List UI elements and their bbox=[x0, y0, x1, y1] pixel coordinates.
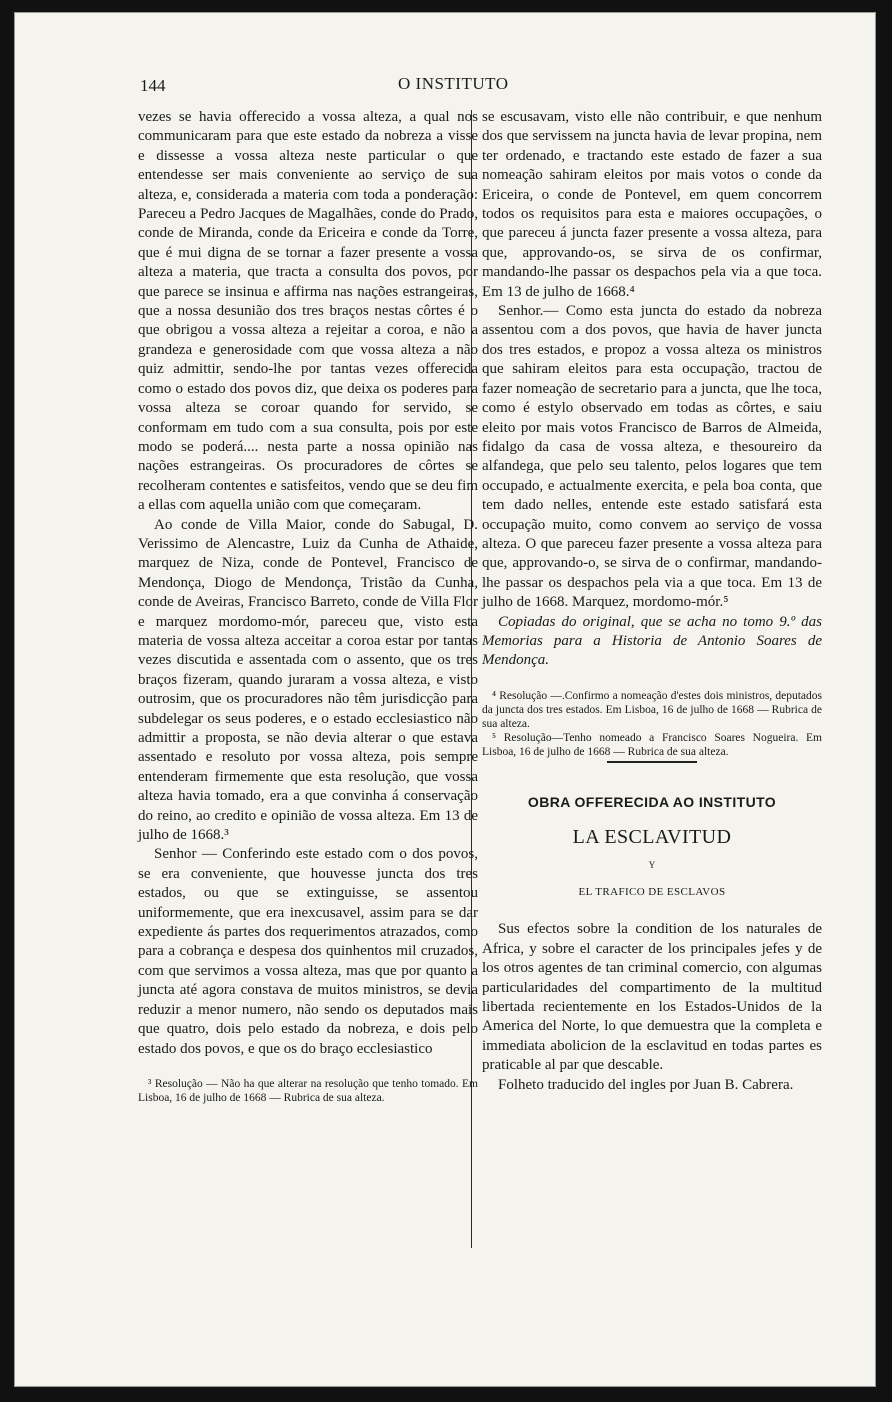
paragraph: vezes se havia offerecido a vossa alteza, a qual nos communicaram para que este estado da nobreza a visse e dissesse a vossa alteza neste particular o que entendesse ser mais conveniente ao serviço de sua alteza, e, considerada a materia com toda a ponderação: Pareceu a Pedro Jacques de Magalhães, conde do Prado, conde de Miranda, conde da Ericeira e conde da Torre, que é mui digna de se tornar a fazer presente a vossa alteza a materia, que tracta a consulta dos povos, por que parece se insinua e affirma nas nações estrangeiras, que a nossa desunião dos tres braços nestas côrtes é o que obrigou a vossa alteza a rejeitar a coroa, e não a grandeza e generosidade com que vossa alteza a não quiz admittir, sendo-lhe por tantas vezes offerecida como o estado dos povos diz, que deixa os poderes para vossa alteza se coroar quando for servido, se conformam em tudo com a sua consulta, pois por este modo se poderá.... nesta parte a nossa opinião nas nações estrangeiras. Os procuradores de côrtes se recolheram contentes e satisfeitos, vendo que se deu fim a ellas com aquella união com que começaram. bbox=[138, 109, 478, 514]
page-number: 144 bbox=[140, 76, 166, 95]
paragraph: se escusavam, visto elle não contribuir, e que nenhum dos que servissem na juncta havia de levar propina, nem ter ordenado, e tractando este estado de fazer a sua nomeação sahiram eleitos por mais votos o conde da Ericeira, o conde de Pontevel, em quem concorrem todos os requisitos para esta e maiores occupações, o que pareceu á juncta fazer presente a vossa alteza, para que, approvando-os, se sirva de os confirmar, mandando-lhe passar os despachos pela via a que toca. Em 13 de julho de 1668.⁴ bbox=[482, 109, 822, 300]
work-conjunction: Y bbox=[648, 859, 656, 870]
footnote-3: ³ Resolução — Não ha que alterar na resolução que tenho tomado. Em Lisboa, 16 de julho de 1668 — Rubrica de sua alteza. bbox=[138, 1077, 478, 1104]
translation-note: Folheto traducido del ingles por Juan B. Cabrera. bbox=[498, 1076, 794, 1093]
footnotes bbox=[482, 689, 822, 759]
work-subtitle: EL TRAFICO DE ESCLAVOS bbox=[578, 886, 726, 898]
footnote-4: ⁴ Resolução —.Confirmo a nomeação d'estes dois ministros, deputados da juncta dos tres estados. Em Lisboa, 16 de julho de 1668 — Rubrica de sua alteza. bbox=[482, 689, 822, 730]
running-title: O INSTITUTO bbox=[398, 74, 509, 93]
section-heading: OBRA OFFERECIDA AO INSTITUTO bbox=[527, 793, 777, 810]
section-rule bbox=[607, 761, 697, 763]
document-page bbox=[14, 12, 876, 1387]
right-column bbox=[482, 108, 822, 1095]
paragraph: Senhor — Conferindo este estado com o dos povos, se era conveniente, que houvesse juncta dos tres estados, ou que se extinguisse, se assentou uniformemente, que era inexcusavel, assim para se dar expediente ás partes dos requerimentos atrazados, como para a cobrança e despesa dos quinhentos mil cruzados, com que servimos a vossa alteza, mas que por quanto a juncta até agora constava de muitos ministros, se devia reduzir a menor numero, não sendo os deputados mais que quatro, dois pelo estado da nobreza, e dois pelo estado dos povos, e que os do braço ecclesiastico bbox=[138, 846, 478, 1057]
work-description: Sus efectos sobre la condition de los naturales de Africa, y sobre el caracter de los principales jefes y de los otros agentes de tan criminal comercio, con algumas particularidades del compartimento de la multitud libertada recientemente en los Estados-Unidos de la America del Norte, lo que demuestra que la completa e immediata abolicion de la esclavitud en todas partes es praticable al par que descable. bbox=[482, 921, 822, 1074]
footnotes bbox=[138, 1077, 478, 1105]
copy-note: Copiadas do original, que se acha no tomo 9.º das Memorias para a Historia de Antonio Soares de Mendonça. bbox=[482, 613, 822, 669]
paragraph: Senhor.— Como esta juncta do estado da nobreza assentou com a dos povos, que havia de haver juncta dos tres estados, e propoz a vossa alteza os ministros que sahiram eleitos para esta occupação, tractou de fazer nomeação de secretario para a juncta, que lhe toca, como é estylo observado em todas as côrtes, e saiu eleito por mais votos Francisco de Barros de Almeida, fidalgo da casa de vossa alteza, e thesoureiro da alfandega, que pelo seu talento, pelos logares que tem occupado, e actualmente exercita, e pela boa conta, que tem dado nelles, entende este estado satisfará esta occupação muito, como convem ao serviço de vossa alteza. O que pareceu fazer presente a vossa alteza para que, approvando-o, se sirva de o confirmar, mandando-lhe passar os despachos pela via a que toca. Em 13 de julho de 1668. Marquez, mordomo-mór.⁵ bbox=[482, 303, 822, 611]
work-title: LA ESCLAVITUD bbox=[572, 826, 732, 849]
left-column bbox=[138, 108, 478, 1105]
footnote-5: ⁵ Resolução—Tenho nomeado a Francisco Soares Nogueira. Em Lisboa, 16 de julho de 1668 — Rubrica de sua alteza. bbox=[482, 731, 822, 758]
paragraph: Ao conde de Villa Maior, conde do Sabugal, D. Verissimo de Alencastre, Luiz da Cunha de Athaide, marquez de Niza, conde de Pontevel, Francisco de Mendonça, Diogo de Mendonça, Tristão da Cunha, conde de Aveiras, Francisco Barreto, conde de Villa Flor e marquez mordomo-mór, pareceu que, visto esta materia de vossa alteza acceitar a coroa estar por tantas vezes discutida e assentada com o assento, que os tres braços fizeram, quando juraram a vossa alteza, e visto outrosim, que os procuradores não têm jurisdicção para subdelegar os seus poderes, e o estado ecclesiastico não admittir a proposta, se não devia alterar o que estava assentado e resoluto por vossa alteza, pois sempre entenderam firmemente que esta resolução, que vossa alteza havia tomado, era a que convinha á conservação do reino, ao credito e opinião de vossa alteza. Em 13 de julho de 1668.³ bbox=[138, 516, 478, 844]
